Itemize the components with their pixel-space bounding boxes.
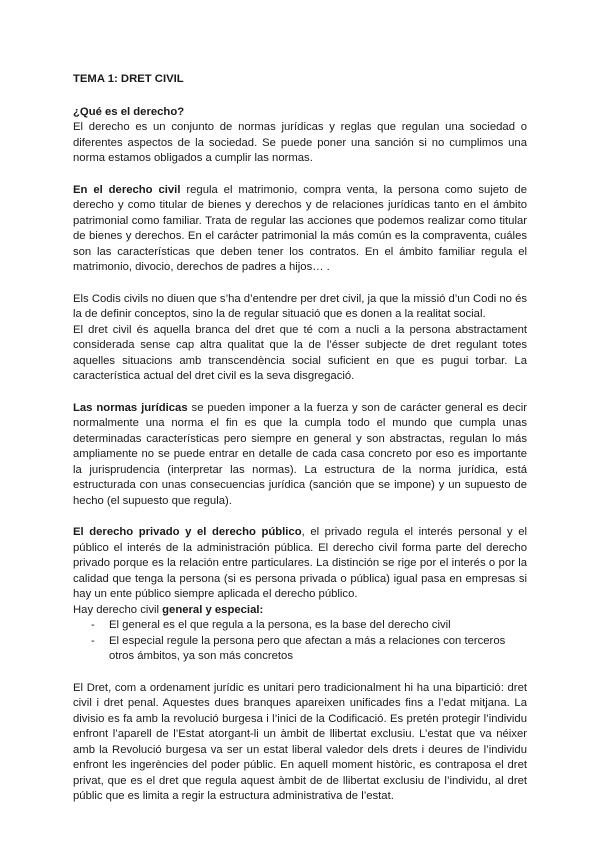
line-prefix: Hay derecho civil	[73, 603, 163, 616]
section-civil-law	[73, 183, 527, 276]
paragraph: Els Codis civils no diuen que s’ha d’entendre per dret civil, ja que la missió d’un Codi no és la de definir conceptos, sino la de regular situació que es donen a la realitat social.	[73, 292, 528, 320]
paragraph	[73, 603, 527, 619]
section-question: ¿Qué es el derecho?	[73, 105, 185, 118]
section-text: , el privado regula el interés personal y el público el interés de la administración pública. El derecho civil forma parte del derecho privado porque es la relación entre particulares. La distinción se rige por el interés o por la calidad que tenga la persona (si es persona privada o pública) igual pasa en empresas si hay un ente público siempre aplicada el derecho público.	[73, 526, 527, 600]
section-text: El derecho es un conjunto de normas jurídicas y reglas que regulan una sociedad o diferentes aspectos de la sociedad. Se puede poner una sanción si no cumplimos una norma estamos obligados a cumplir las normas.	[73, 121, 527, 164]
section-what-is-law	[73, 105, 527, 167]
dash-list	[73, 618, 527, 665]
section-heading-bold: El derecho privado y el derecho público	[73, 526, 302, 538]
document-title: TEMA 1: DRET CIVIL	[73, 73, 184, 85]
list-item: - El general es el que regula a la persona, es la base del derecho civil	[91, 618, 527, 634]
section-text: regula el matrimonio, compra venta, la persona como sujeto de derecho y como titular de bienes y derechos y de relaciones jurídicas tanto en el ámbito patrimonial como familiar. Trata de regular las acciones que podemos realizar como titular de bienes y derechos. En el carácter patrimonial la más común es la compraventa, cuáles son las características que deben tener los contratos. En el ámbito familiar regula el matrimonio, divocio, derechos de padres a hijos… .	[73, 183, 527, 273]
section-heading-bold: En el derecho civil	[73, 183, 181, 196]
paragraph	[73, 525, 527, 603]
section-text: se pueden imponer a la fuerza y son de carácter general es decir normalmente una norma el fin es que la cumpla todo el mundo que cumpla unas determinadas características pero siempre en general y son abstractas, regulan lo más ampliamente no se puede entrar en detalle de cada casa concreto por eso es importante la jurisprudencia (interpretar las normas). La estructura de la norma jurídica, está estructurada con unas consecuencias jurídica (sanción que se impone) y un supuesto de hecho (el supuesto que regula).	[73, 401, 527, 507]
section-dret-history: El Dret, com a ordenament jurídic es unitari pero tradicionalment hi ha una bipartició: dret civil i dret penal. Aquestes dues branques apareixen unificades fins a l’edat mitjana. La divisio es fa amb la revolució burgesa i l’inici de la Codificació. Es pretén protegir l’individu enfront l’aparell de l’Estat atorgant-li un àmbit de llibertat exclusiu. L’estat que va néixer amb la Revolució burgesa va ser un estat liberal valedor dels drets i deures de l’individu enfront les ingerències del poder públic. En aquell moment històric, es contraposa el dret privat, que es el dret que regula aquest àmbit de de llibertat exclusiu de l’individu, al dret públic que es limita a regir la estructura administrativa de l’estat.	[73, 681, 527, 802]
section-heading-bold: Las normas jurídicas	[73, 401, 188, 414]
line-bold: general y especial:	[162, 603, 264, 616]
list-item: - El especial regule la persona pero que afectan a más a relaciones con terceros otros ámbitos, ya son más concretos	[91, 634, 527, 665]
section-private-public-law	[73, 525, 527, 665]
paragraph: El dret civil és aquella branca del dret que té com a nucli a la persona abstractament considerada sense cap altra qualitat que la de l’ésser subjecte de dret regulant totes aquelles situacions amb transcendència social suficient en que es pugui torbar. La característica actual del dret civil es la seva disgregació.	[73, 323, 527, 382]
section-legal-norms	[73, 401, 527, 510]
section-codis-civils	[73, 292, 527, 385]
